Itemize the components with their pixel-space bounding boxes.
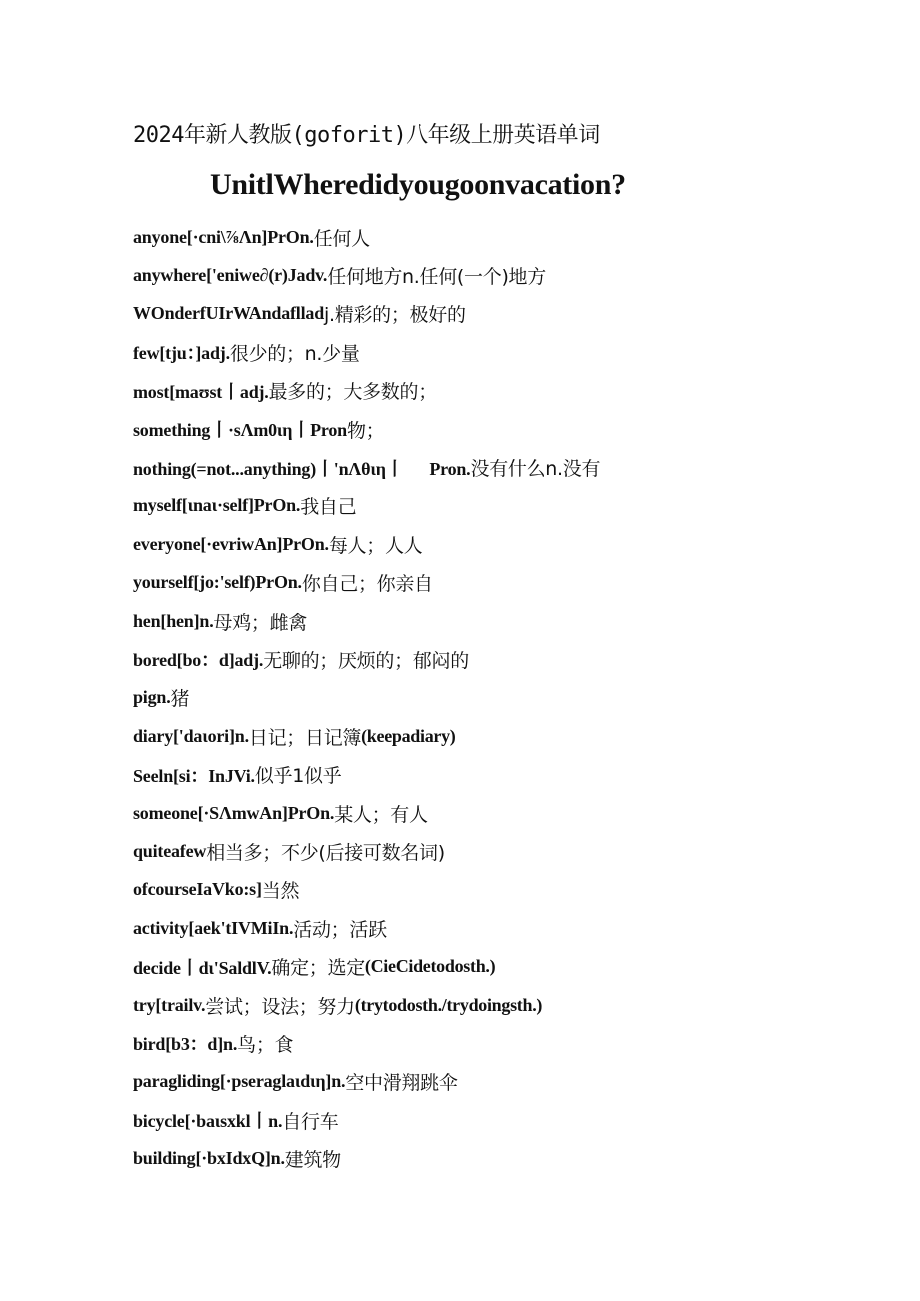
entry-word: ofcourseIaVko:s] xyxy=(133,879,262,900)
vocab-entry xyxy=(133,1139,893,1177)
vocab-entry xyxy=(133,947,893,985)
entry-word: hen[hen]n. xyxy=(133,610,214,631)
entry-meaning: 你自己；你亲自 xyxy=(301,573,433,596)
entry-word: yourself[jo:'self)PrOn. xyxy=(133,572,302,593)
entry-note: (CieCidetodosth.) xyxy=(364,956,496,977)
vocab-entry xyxy=(133,333,893,371)
vocab-entry xyxy=(133,372,893,410)
entry-meaning: 物； xyxy=(346,419,385,442)
unit-title: UnitlWheredidyougoonvacation? xyxy=(210,168,626,201)
entry-word: anyone[·cni\⅞Λn]PrOn. xyxy=(133,226,314,247)
entry-meaning: 当然 xyxy=(261,880,300,903)
vocab-entry xyxy=(133,909,893,947)
entry-word: activity[aek'tIVMiIn. xyxy=(133,917,294,938)
entry-meaning: 任何人 xyxy=(313,227,370,250)
vocab-entry xyxy=(133,448,893,486)
entry-word: myself[ιnaι·self]PrOn. xyxy=(133,495,301,516)
entry-meaning: j.精彩的；极好的 xyxy=(324,304,466,327)
vocab-entry xyxy=(133,640,893,678)
vocab-entry xyxy=(133,679,893,717)
entry-meaning: 任何地方n.任何(一个)地方 xyxy=(327,266,546,289)
entry-meaning: 日记；日记簿 xyxy=(248,726,362,749)
entry-meaning: 我自己 xyxy=(300,496,357,519)
entry-word: WOnderfUIrWAndafllad xyxy=(133,303,325,324)
vocab-entry xyxy=(133,1024,893,1062)
entry-word: bored[bo：d]adj. xyxy=(133,650,264,671)
vocab-entry xyxy=(133,410,893,448)
entry-meaning: 某人；有人 xyxy=(334,803,428,826)
entry-word: most[maʊst丨adj. xyxy=(133,381,269,402)
entry-note: (keepadiary) xyxy=(361,725,456,746)
vocab-entry xyxy=(133,525,893,563)
vocab-entry xyxy=(133,794,893,832)
entry-meaning: 每人；人人 xyxy=(328,534,423,557)
entry-word: paragliding[·pseraglaιdιη]n. xyxy=(133,1071,346,1092)
vocab-entry xyxy=(133,755,893,793)
entry-meaning: 很少的；n.少量 xyxy=(229,342,360,365)
entry-meaning: 似乎1似乎 xyxy=(254,765,342,788)
vocab-entry xyxy=(133,871,893,909)
entry-word: Seeln[si：InJVi. xyxy=(133,765,255,786)
vocab-entry xyxy=(133,1063,893,1101)
entry-word: pign. xyxy=(133,687,171,708)
entry-meaning: 母鸡；雌禽 xyxy=(213,611,308,634)
entry-meaning: 猪 xyxy=(170,688,190,711)
entry-meaning: 最多的；大多数的； xyxy=(268,381,437,404)
vocab-entry xyxy=(133,487,893,525)
entry-meaning: 建筑物 xyxy=(284,1149,341,1172)
vocabulary-list xyxy=(133,218,893,1178)
vocab-entry xyxy=(133,1101,893,1139)
vocab-entry xyxy=(133,218,893,256)
entry-meaning: 尝试；设法；努力 xyxy=(205,995,355,1018)
vocab-entry xyxy=(133,986,893,1024)
entry-meaning: 活动；活跃 xyxy=(293,918,387,941)
vocab-entry xyxy=(133,602,893,640)
entry-meaning: 空中滑翔跳伞 xyxy=(345,1072,458,1095)
entry-word: someone[·SΛmwAn]PrOn. xyxy=(133,802,335,823)
vocab-entry xyxy=(133,256,893,294)
entry-word: diary['daιori]n. xyxy=(133,725,249,746)
entry-word: decide丨dι'SaldlV. xyxy=(133,957,272,978)
vocab-entry xyxy=(133,832,893,870)
vocab-entry xyxy=(133,564,893,602)
entry-word: anywhere['eniwe∂(r)Jadv. xyxy=(133,265,328,286)
entry-meaning: 确定；选定 xyxy=(271,957,365,980)
entry-word: building[·bxIdxQ]n. xyxy=(133,1148,285,1169)
entry-meaning: 自行车 xyxy=(282,1110,339,1133)
entry-meaning: 没有什么n.没有 xyxy=(470,458,601,481)
entry-word: quiteafew xyxy=(133,840,207,861)
vocab-entry xyxy=(133,717,893,755)
entry-note: (trytodosth./trydoingsth.) xyxy=(354,994,543,1015)
entry-word: nothing(=not...anything)丨'nΛθιη丨 Pron. xyxy=(133,458,471,479)
entry-meaning: 相当多；不少(后接可数名词) xyxy=(206,841,445,864)
entry-word: something丨·sΛm0ιη丨Pron xyxy=(133,420,347,441)
entry-word: few[tju：]adj. xyxy=(133,343,230,364)
entry-word: try[trailv. xyxy=(133,994,206,1015)
entry-word: bird[b3：d]n. xyxy=(133,1034,238,1055)
entry-meaning: 无聊的；厌烦的；郁闷的 xyxy=(263,649,469,672)
document-title: 2024年新人教版(goforit)八年级上册英语单词 xyxy=(133,123,600,148)
entry-word: everyone[·evriwAn]PrOn. xyxy=(133,533,329,554)
vocab-entry xyxy=(133,295,893,333)
entry-word: bicycle[·baιsxkl丨n. xyxy=(133,1111,283,1132)
entry-meaning: 鸟；食 xyxy=(237,1033,294,1056)
